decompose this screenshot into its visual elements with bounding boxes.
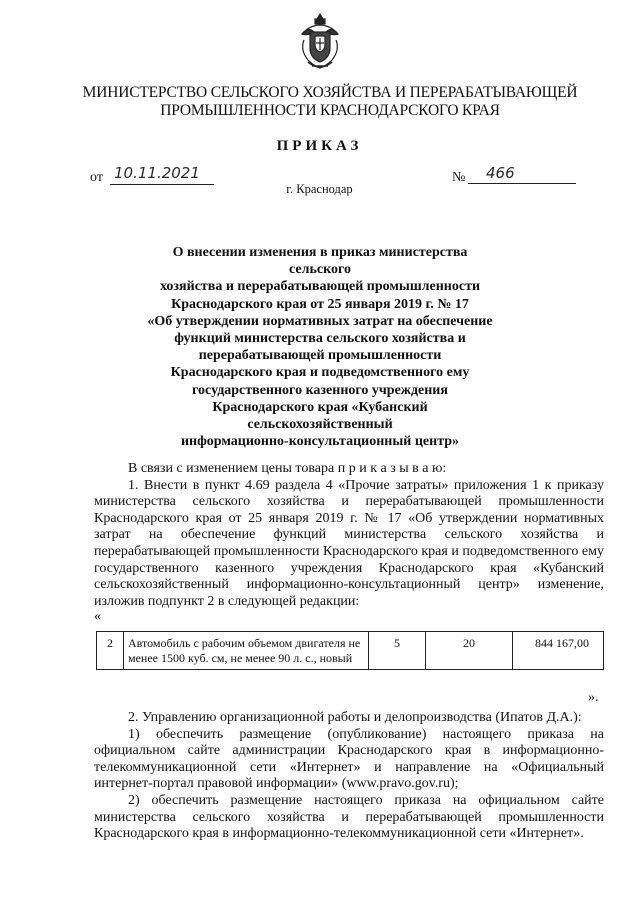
ministry-name-line2: ПРОМЫШЛЕННОСТИ КРАСНОДАРСКОГО КРАЯ: [160, 102, 500, 119]
ministry-name: [70, 84, 590, 120]
subject-line: функций министерства сельского хозяйства и: [174, 331, 466, 347]
item1-paragraph: 1. Внести в пункт 4.69 раздела 4 «Прочие затраты» приложения 1 к приказу министерства сельского хозяйства и перерабатывающей промышленности Краснодарского края от 25 января 2019 г. № 17 «Об утверждении нормативных затрат на обеспечение функций министерства сельского хозяйства и перерабатывающей промышленности Краснодарского края и подведомственного ему государственного казенного учреждения Краснодарского края «Кубанский сельскохозяйственный информационно-консультационный центр» изменение, изложив подпункт 2 в следующей редакции:: [94, 477, 604, 609]
intro-paragraph: В связи с изменением цены товара п р и к а з ы в а ю:: [128, 461, 447, 476]
subject-line: О внесении изменения в приказ министерства сельского: [172, 245, 468, 278]
date-label: от: [90, 170, 103, 185]
item2-paragraph: 2. Управлению организационной работы и делопроизводства (Ипатов Д.А.):: [128, 710, 582, 725]
number-label: №: [452, 170, 466, 185]
row-number-cell: 2: [97, 632, 124, 670]
subject-line: информационно-консультационный центр»: [180, 434, 460, 450]
subject-line: Краснодарского края от 25 января 2019 г. № 17: [171, 296, 469, 312]
order-number: 466: [468, 164, 576, 184]
subject-line: Краснодарского края «Кубанский сельскохозяйственный: [212, 399, 428, 433]
order-title: ПРИКАЗ: [276, 138, 363, 154]
city: г. Краснодар: [286, 182, 353, 196]
quote-close: ».: [588, 690, 599, 705]
service-years-cell: 20: [426, 632, 513, 670]
subject-line: Краснодарского края и подведомственного ему: [170, 365, 470, 381]
body-part2: [94, 710, 604, 843]
order-subject: [140, 244, 500, 450]
subject-line: перерабатывающей промышленности: [198, 348, 442, 364]
table-row: [97, 632, 604, 670]
price-cell: 844 167,00: [513, 632, 604, 670]
ministry-name-line1: МИНИСТЕРСТВО СЕЛЬСКОГО ХОЗЯЙСТВА И ПЕРЕРАБАТЫВАЮЩЕЙ: [82, 84, 578, 101]
item-name-cell: Автомобиль с рабочим объемом двигателя не менее 1500 куб. см, не менее 90 л. с., новый: [124, 632, 369, 670]
body-part1: [94, 461, 604, 610]
subject-line: «Об утверждении нормативных затрат на обеспечение: [147, 313, 493, 329]
item2-1-paragraph: 1) обеспечить размещение (опубликование) настоящего приказа на официальном сайте администрации Краснодарского края в информационно-телекоммуникационной сети «Интернет» и направление на «Официальный интернет-портал правовой информации» (www.pravo.gov.ru);: [94, 726, 604, 792]
spec-table: [96, 631, 604, 670]
item2-2-paragraph: 2) обеспечить размещение настоящего приказа на официальном сайте министерства сельского хозяйства и перерабатывающей промышленности Краснодарского края в информационно-телекоммуникационной сети «Интернет».: [94, 792, 604, 842]
order-date: 10.11.2021: [110, 164, 214, 185]
coat-of-arms-icon: [298, 10, 342, 72]
subject-line: хозяйства и перерабатывающей промышленности: [159, 279, 481, 295]
quote-open: «: [94, 609, 101, 624]
subject-line: государственного казенного учреждения: [192, 382, 448, 398]
quantity-cell: 5: [369, 632, 426, 670]
